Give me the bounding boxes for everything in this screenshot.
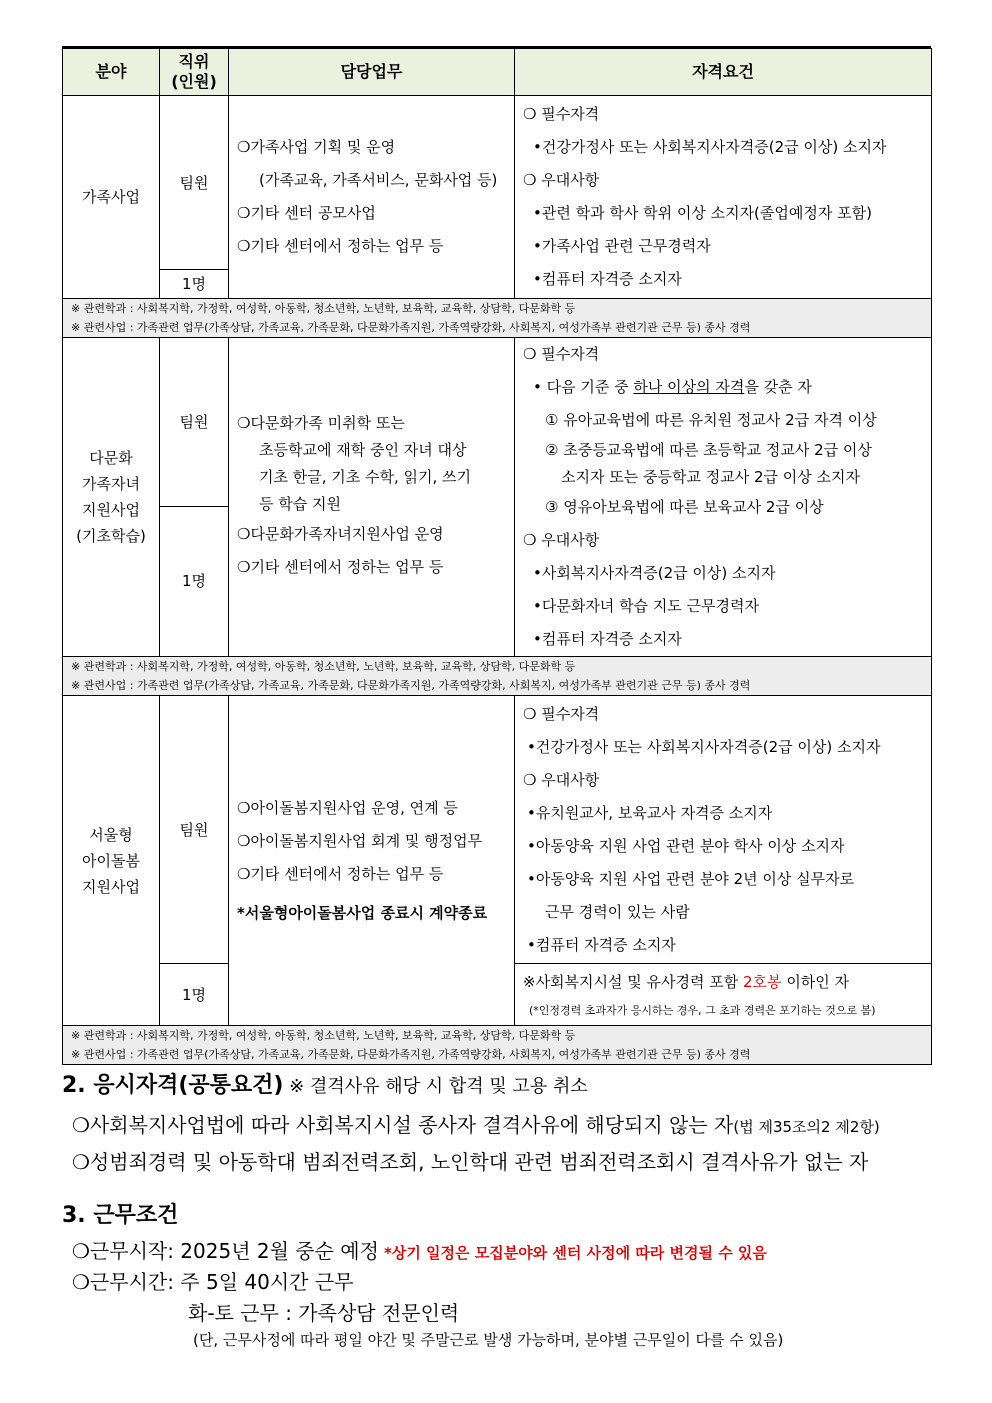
req-text: • 다음 기준 중: [533, 378, 634, 396]
table-row: [63, 96, 932, 270]
table-row: [63, 338, 932, 507]
duty-line: ❍기타 센터 공모사업: [237, 204, 376, 222]
section3-hours-detail: 화-토 근무 : 가족상담 전문인력: [188, 1301, 460, 1325]
salary-text: ※사회복지시설 및 유사경력 포함: [523, 972, 744, 991]
position-cell: 팀원: [160, 696, 229, 964]
header-field: 분야: [63, 49, 160, 96]
req-line: •아동양육 지원 사업 관련 분야 2년 이상 실무자로: [527, 869, 855, 888]
req-line: ② 초중등교육법에 따른 초등학교 정교사 2급 이상: [545, 441, 872, 459]
section2-heading: [62, 1068, 588, 1099]
section3-hours-note: (단, 근무사정에 따라 평일 야간 및 주말근로 발생 가능하며, 분야별 근무일이 다를 수 있음): [193, 1331, 784, 1349]
table-header-row: [63, 49, 932, 96]
duty-line: 등 학습 지원: [259, 495, 341, 513]
req-line: ③ 영유아보육법에 따른 보육교사 2급 이상: [545, 498, 824, 516]
field-multicultural: [63, 338, 160, 657]
req-line: •건강가정사 또는 사회복지사자격증(2급 이상) 소지자: [527, 737, 881, 756]
field-family: 가족사업: [63, 96, 160, 299]
section2-item: [72, 1109, 880, 1138]
header-duty: 담당업무: [229, 49, 515, 96]
duty-line: ❍기타 센터에서 정하는 업무 등: [237, 237, 444, 255]
duty-line: ❍기타 센터에서 정하는 업무 등: [237, 558, 444, 576]
count-cell: 1명: [160, 506, 229, 656]
req-line: ❍ 필수자격: [523, 345, 600, 363]
field-line: 지원사업: [82, 877, 140, 896]
req-line: •아동양육 지원 사업 관련 분야 학사 이상 소지자: [527, 836, 845, 855]
position-cell: 팀원: [160, 338, 229, 507]
section2-item-text: ❍사회복지사업법에 따라 사회복지시설 종사자 결격사유에 해당되지 않는 자: [72, 1113, 734, 1137]
duty-line: ❍다문화가족 미취학 또는: [237, 414, 405, 432]
note-line: ※ 관련사업 : 가족관련 업무(가족상담, 가족교육, 가족문화, 다문화가족지원, 가족역량강화, 사회복지, 여성가족부 관련기관 근무 등) 종사 경력: [71, 1048, 751, 1061]
duty-line: ❍아이돌봄지원사업 회계 및 행정업무: [237, 831, 483, 850]
req-line: •가족사업 관련 근무경력자: [533, 237, 711, 255]
section2-title-note: ※ 결격사유 해당 시 합격 및 고용 취소: [283, 1076, 588, 1097]
note-cell: [63, 657, 932, 696]
requirements-cell: [515, 96, 932, 299]
header-position-line2: (인원): [171, 72, 217, 91]
duty-cell: [229, 96, 515, 299]
req-line: •사회복지사자격증(2급 이상) 소지자: [533, 564, 776, 582]
req-line: •다문화자녀 학습 지도 근무경력자: [533, 597, 760, 615]
recruitment-table: [62, 48, 932, 1065]
field-line: 아이돌봄: [82, 851, 140, 870]
note-line: ※ 관련사업 : 가족관련 업무(가족상담, 가족교육, 가족문화, 다문화가족지원, 가족역량강화, 사회복지, 여성가족부 관련기관 근무 등) 종사 경력: [71, 679, 751, 692]
requirements-cell: [515, 696, 932, 964]
field-line: (기초학습): [76, 527, 146, 545]
section3-start: [72, 1235, 767, 1264]
req-line: 근무 경력이 있는 사람: [545, 902, 690, 921]
req-line: •유치원교사, 보육교사 자격증 소지자: [527, 803, 773, 822]
req-line: ❍ 우대사항: [523, 171, 600, 189]
duty-line: 기초 한글, 기초 수학, 읽기, 쓰기: [259, 468, 472, 486]
header-position: [160, 49, 229, 96]
req-line: ❍ 필수자격: [523, 704, 600, 723]
field-line: 가족자녀: [82, 475, 140, 493]
note-cell: [63, 1026, 932, 1065]
req-line: ① 유아교육법에 따른 유치원 정교사 2급 자격 이상: [545, 411, 877, 429]
section3-start-text: ❍근무시작: 2025년 2월 중순 예정: [72, 1239, 379, 1263]
section2-item-ref: (법 제35조의2 제2항): [733, 1118, 880, 1136]
req-line: •컴퓨터 자격증 소지자: [533, 630, 682, 648]
note-row: [63, 1026, 932, 1065]
note-cell: [63, 299, 932, 338]
req-text: 을 갖춘 자: [744, 378, 812, 396]
duty-line: 초등학교에 재학 중인 자녀 대상: [259, 441, 467, 459]
section3-hours: ❍근무시간: 주 5일 40시간 근무: [72, 1270, 354, 1294]
field-line: 다문화: [89, 449, 133, 467]
header-requirements: 자격요건: [515, 49, 932, 96]
count-cell: 1명: [160, 270, 229, 299]
req-line: ❍ 우대사항: [523, 770, 600, 789]
count-cell: 1명: [160, 964, 229, 1026]
note-line: ※ 관련사업 : 가족관련 업무(가족상담, 가족교육, 가족문화, 다문화가족지원, 가족역량강화, 사회복지, 여성가족부 관련기관 근무 등) 종사 경력: [71, 321, 751, 334]
req-line: 소지자 또는 중등학교 정교사 2급 이상 소지자: [561, 468, 860, 486]
duty-line: *서울형아이돌봄사업 종료시 계약종료: [237, 903, 488, 922]
position-cell: 팀원: [160, 96, 229, 270]
field-line: 서울형: [89, 825, 133, 844]
note-line: ※ 관련학과 : 사회복지학, 가정학, 여성학, 아동학, 청소년학, 노년학, 보육학, 교육학, 상담학, 다문화학 등: [71, 302, 576, 315]
requirements-cell: [515, 338, 932, 657]
req-line: ❍ 필수자격: [523, 105, 600, 123]
section3-start-note: *상기 일정은 모집분야와 센터 사정에 따라 변경될 수 있음: [384, 1244, 767, 1262]
req-line: [523, 371, 931, 404]
salary-step-highlight: 2호봉: [743, 972, 782, 991]
duty-line: ❍가족사업 기획 및 운영: [237, 138, 396, 156]
section2-title: 2. 응시자격(공통요건): [62, 1073, 284, 1098]
req-line: •관련 학과 학사 학위 이상 소지자(졸업예정자 포함): [533, 204, 872, 222]
salary-step-line: [523, 966, 931, 998]
field-line: 지원사업: [82, 501, 140, 519]
req-line: •컴퓨터 자격증 소지자: [527, 935, 676, 954]
field-childcare: [63, 696, 160, 1026]
duty-cell: [229, 696, 515, 1026]
duty-line: (가족교육, 가족서비스, 문화사업 등): [259, 171, 498, 189]
section2-item: ❍성범죄경력 및 아동학대 범죄전력조회, 노인학대 관련 범죄전력조회시 결격사유가 없는 자: [72, 1150, 869, 1174]
req-line: ❍ 우대사항: [523, 531, 600, 549]
duty-line: ❍다문화가족자녀지원사업 운영: [237, 525, 444, 543]
duty-cell: [229, 338, 515, 657]
req-line: •건강가정사 또는 사회복지사자격증(2급 이상) 소지자: [533, 138, 887, 156]
req-underlined: 하나 이상의 자격: [633, 378, 745, 396]
salary-note: (*인정경력 초과자가 응시하는 경우, 그 초과 경력은 포기하는 것으로 봄): [529, 1003, 876, 1017]
salary-text: 이하인 자: [781, 972, 850, 991]
req-line: •컴퓨터 자격증 소지자: [533, 270, 682, 288]
salary-step-cell: [515, 964, 932, 1026]
table-row: [63, 696, 932, 964]
note-row: [63, 299, 932, 338]
duty-line: ❍아이돌봄지원사업 운영, 연계 등: [237, 798, 458, 817]
note-row: [63, 657, 932, 696]
note-line: ※ 관련학과 : 사회복지학, 가정학, 여성학, 아동학, 청소년학, 노년학, 보육학, 교육학, 상담학, 다문화학 등: [71, 660, 576, 673]
duty-line: ❍기타 센터에서 정하는 업무 등: [237, 864, 444, 883]
header-position-line1: 직위: [178, 52, 210, 71]
section3-title: 3. 근무조건: [62, 1203, 179, 1228]
note-line: ※ 관련학과 : 사회복지학, 가정학, 여성학, 아동학, 청소년학, 노년학, 보육학, 교육학, 상담학, 다문화학 등: [71, 1029, 576, 1042]
